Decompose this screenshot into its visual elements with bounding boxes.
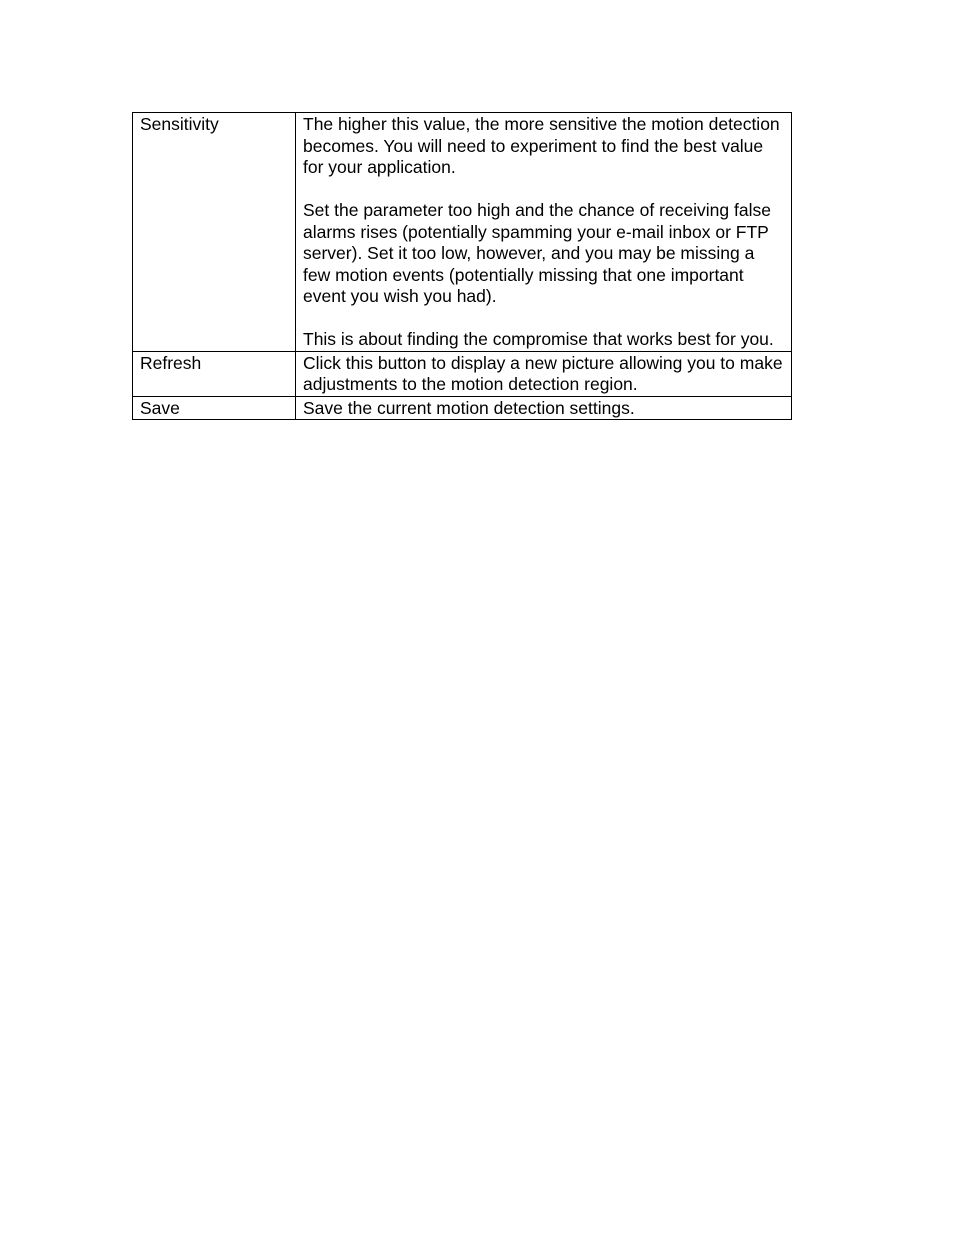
table-row-sensitivity [133,113,792,352]
table-row-refresh [133,351,792,396]
settings-table [132,112,792,420]
setting-description-cell [296,351,792,396]
description-paragraph: The higher this value, the more sensitive the motion detection becomes. You will need to experiment to find the best value for your application. [303,114,780,177]
setting-name-cell [133,351,296,396]
table-row-save [133,396,792,420]
setting-name: Refresh [140,352,202,373]
setting-description-cell [296,113,792,352]
description-paragraph: This is about finding the compromise that works best for you. [303,329,774,349]
description-paragraph: Save the current motion detection settings. [303,397,635,418]
setting-name-cell [133,396,296,420]
description-paragraph: Set the parameter too high and the chance of receiving false alarms rises (potentially spamming your e-mail inbox or FTP server). Set it too low, however, and you may be missing a few motion events (potentially missing that one important event you wish you had). [303,200,771,306]
setting-name: Save [140,397,180,418]
setting-name-cell [133,113,296,352]
setting-description-cell [296,396,792,420]
description-paragraph: Click this button to display a new picture allowing you to make adjustments to the motion detection region. [303,352,783,394]
setting-name: Sensitivity [140,114,219,134]
